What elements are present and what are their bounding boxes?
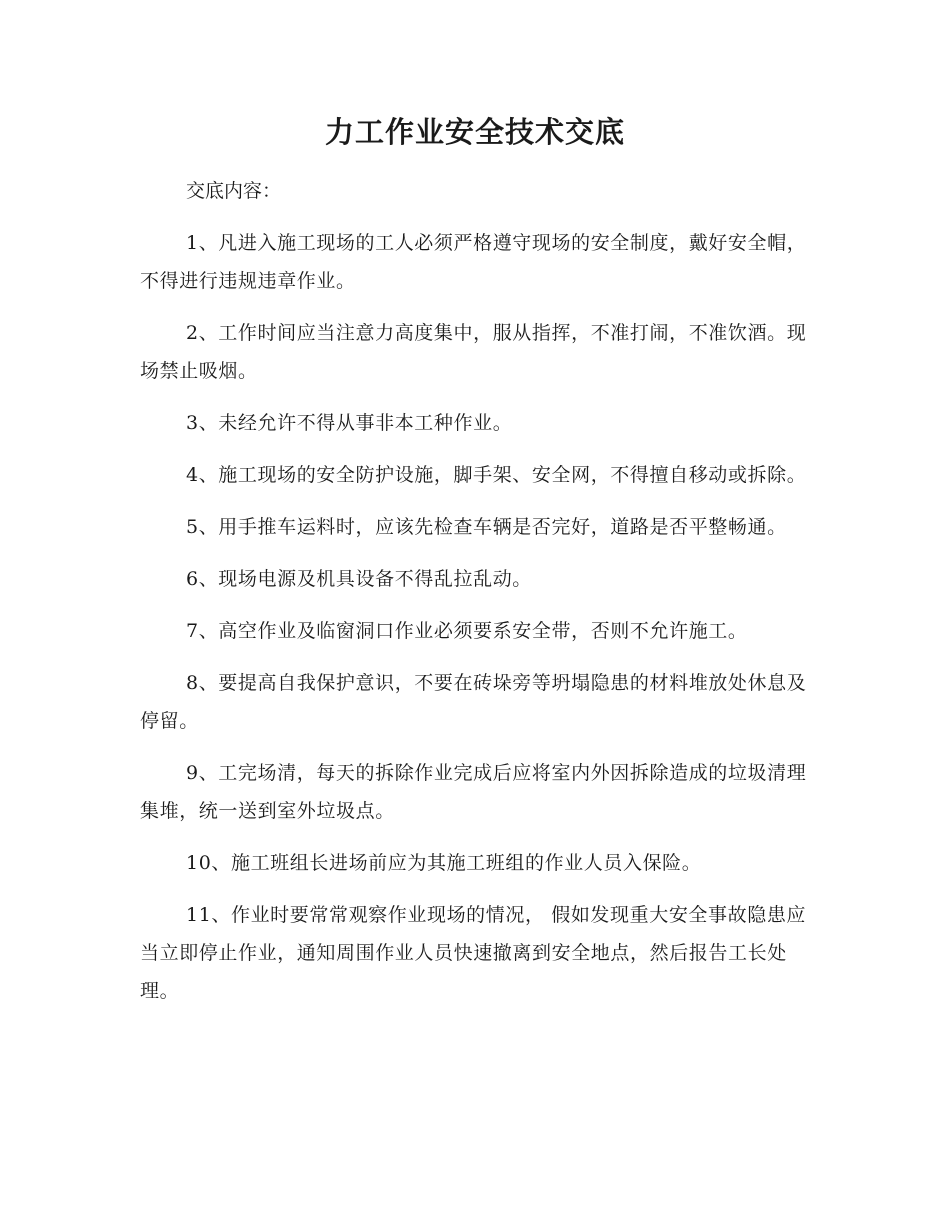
document-page: [140, 110, 810, 1024]
intro-label: 交底内容：: [186, 180, 282, 202]
item-6: 6、现场电源及机具设备不得乱拉乱动。: [186, 568, 532, 590]
item-2: 2、工作时间应当注意力高度集中，服从指挥，不准打闹，不准饮酒。现场禁止吸烟。: [140, 322, 807, 382]
item-11: 11、作业时要常常观察作业现场的情况， 假如发现重大安全事故隐患应当立即停止作业，通知周围作业人员快速撤离到安全地点，然后报告工长处理。: [140, 904, 807, 1002]
item-4: 4、施工现场的安全防护设施，脚手架、安全网，不得擅自移动或拆除。: [186, 464, 807, 486]
item-3: 3、未经允许不得从事非本工种作业。: [186, 412, 513, 434]
item-9: 9、工完场清，每天的拆除作业完成后应将室内外因拆除造成的垃圾清理集堆，统一送到室外垃圾点。: [140, 762, 807, 822]
item-1: 1、凡进入施工现场的工人必须严格遵守现场的安全制度，戴好安全帽，不得进行违规违章作业。: [140, 232, 807, 292]
document-title: 力工作业安全技术交底: [324, 115, 625, 149]
item-5: 5、用手推车运料时，应该先检查车辆是否完好，道路是否平整畅通。: [186, 516, 787, 538]
item-8: 8、要提高自我保护意识，不要在砖垛旁等坍塌隐患的材料堆放处休息及停留。: [140, 672, 807, 732]
item-10: 10、施工班组长进场前应为其施工班组的作业人员入保险。: [186, 852, 702, 874]
item-7: 7、高空作业及临窗洞口作业必须要系安全带，否则不允许施工。: [186, 620, 748, 642]
